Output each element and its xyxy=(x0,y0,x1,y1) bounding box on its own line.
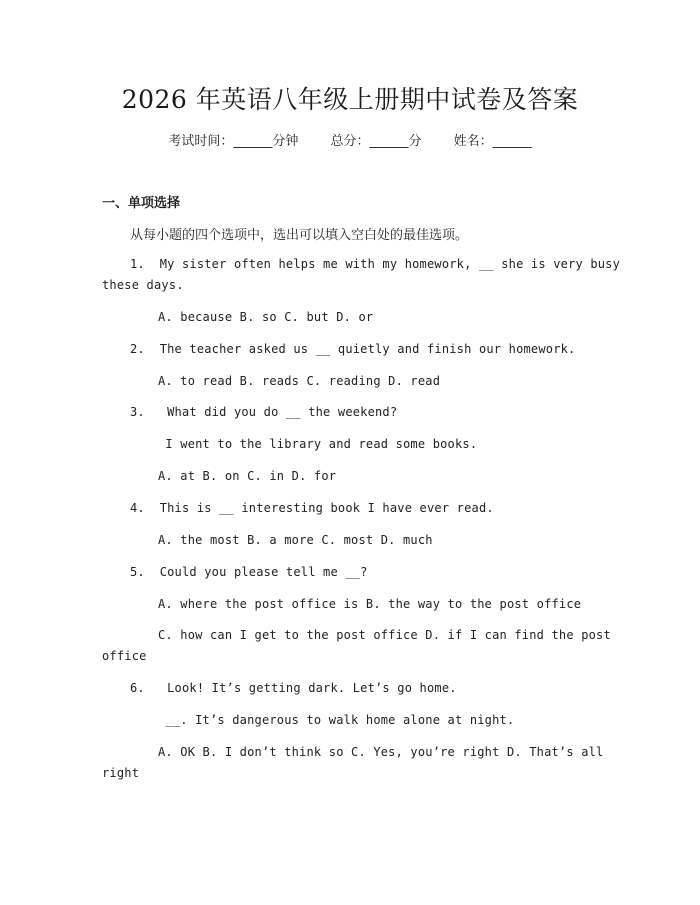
question-5-options-cont: C. how can I get to the post office D. if I can find the post xyxy=(158,628,611,642)
section-instruction: 从每小题的四个选项中，选出可以填入空白处的最佳选项。 xyxy=(130,228,469,243)
student-name-field: 姓名：______ xyxy=(453,134,532,149)
question-6-text: 6. Look! It’s getting dark. Let’s go home. xyxy=(130,681,457,695)
section-heading: 一、单项选择 xyxy=(102,196,181,211)
question-4-text: 4. This is __ interesting book I have ever read. xyxy=(130,501,494,515)
question-5-options-cont2: office xyxy=(102,649,147,663)
question-6-options-cont: right xyxy=(102,766,140,780)
question-6-options: A. OK B. I don’t think so C. Yes, you’re right D. That’s all xyxy=(158,745,604,759)
exam-time-field: 考试时间：______分钟 xyxy=(168,134,299,149)
exam-meta xyxy=(0,130,700,149)
question-3-text: 3. What did you do __ the weekend? xyxy=(130,405,398,419)
question-5-text: 5. Could you please tell me __? xyxy=(130,565,368,579)
question-4-options: A. the most B. a more C. most D. much xyxy=(158,533,433,547)
total-score-field: 总分：______分 xyxy=(330,134,422,149)
question-3-options: A. at B. on C. in D. for xyxy=(158,469,337,483)
question-2-options: A. to read B. reads C. reading D. read xyxy=(158,374,441,388)
question-3-text-cont: I went to the library and read some books. xyxy=(158,437,478,451)
question-6-text-cont: __. It’s dangerous to walk home alone at night. xyxy=(158,713,515,727)
question-5-options: A. where the post office is B. the way to the post office xyxy=(158,597,582,611)
question-1-text: 1. My sister often helps me with my homework, __ she is very busy xyxy=(130,257,621,271)
question-1-options: A. because B. so C. but D. or xyxy=(158,310,374,324)
question-2-text: 2. The teacher asked us __ quietly and finish our homework. xyxy=(130,342,576,356)
page-title: 2026 年英语八年级上册期中试卷及答案 xyxy=(121,85,579,114)
question-1-text-cont: these days. xyxy=(102,278,184,292)
